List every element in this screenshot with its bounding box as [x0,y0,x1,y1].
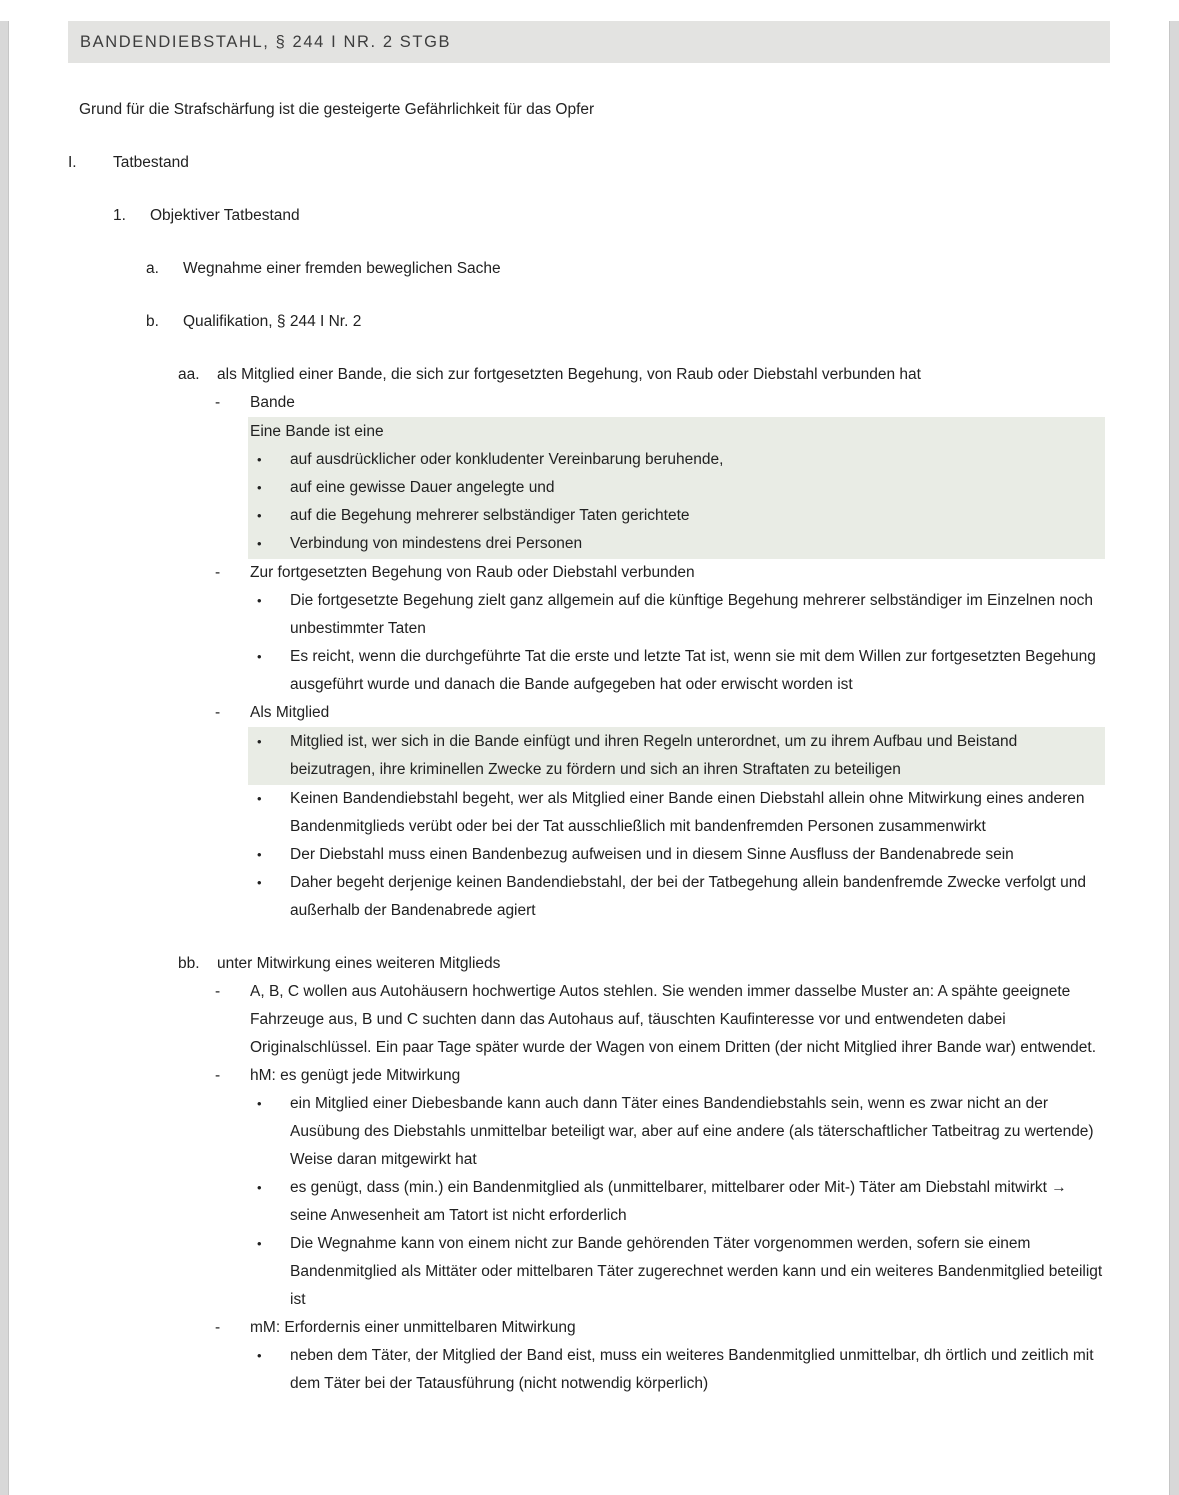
outline-text: Mitglied ist, wer sich in die Bande einfügt und ihren Regeln unterordnet, um zu ihrem Aufbau und Beistand beizutragen, ihre kriminellen Zwecke zu fördern und sich an ihren Straftaten zu beteiligen [290,733,1018,778]
outline-item [257,474,1105,502]
outline-item [257,1174,1105,1230]
outline-text: auf eine gewisse Dauer angelegte und [290,479,555,496]
outline-text: Bande [250,394,295,411]
list-marker: • [257,734,262,749]
outline-item [178,361,1105,389]
outline-text: Als Mitglied [250,704,330,721]
list-marker: • [257,593,262,608]
list-marker: • [257,1236,262,1251]
section-header-bar [68,21,1110,63]
outline-item [257,841,1105,869]
outline-item [215,1314,1105,1342]
page-margin-left [0,21,9,1495]
outline-text: Daher begeht derjenige keinen Bandendiebstahl, der bei der Tatbegehung allein bandenfremde Zwecke verfolgt und außerhalb der Bandenabrede agiert [290,874,1086,919]
list-marker: - [215,1067,221,1084]
list-marker: b. [146,313,159,330]
outline-text: ein Mitglied einer Diebesbande kann auch dann Täter eines Bandendiebstahls sein, wenn es zwar nicht an der Ausübung des Diebstahls unmittelbar beteiligt war, aber auf eine andere (als täterschaftlicher Tatbeitrag zu wertende) Weise daran mitgewirkt hat [290,1095,1094,1168]
outline-item [215,699,1105,727]
list-marker: bb. [178,955,200,972]
outline-text: Zur fortgesetzten Begehung von Raub oder Diebstahl verbunden [250,564,695,581]
list-marker: - [215,1319,221,1336]
outline-text: unter Mitwirkung eines weiteren Mitglieds [217,955,501,972]
outline-text: Qualifikation, § 244 I Nr. 2 [183,313,362,330]
outline-item [257,530,1105,558]
outline-item [215,1062,1105,1090]
list-marker: a. [146,260,159,277]
list-marker: I. [68,154,77,171]
page-margin-right [1169,21,1179,1495]
list-marker: aa. [178,366,200,383]
list-marker: • [257,480,262,495]
outline-item [250,418,1105,446]
outline-item [257,1342,1105,1398]
list-marker: - [215,564,221,581]
outline-text: als Mitglied einer Bande, die sich zur fortgesetzten Begehung, von Raub oder Diebstahl verbunden hat [217,366,921,383]
outline-item [257,1230,1105,1314]
outline-text: neben dem Täter, der Mitglied der Band eist, muss ein weiteres Bandenmitglied unmittelbar, dh örtlich und zeitlich mit dem Täter bei der Tatausführung (nicht notwendig körperlich) [290,1347,1094,1392]
highlight-block [248,727,1105,785]
list-marker: - [215,704,221,721]
outline-text: auf die Begehung mehrerer selbständiger Taten gerichtete [290,507,690,524]
outline-text: hM: es genügt jede Mitwirkung [250,1067,461,1084]
list-marker: • [257,536,262,551]
outline-text: Keinen Bandendiebstahl begeht, wer als Mitglied einer Bande einen Diebstahl allein ohne Mitwirkung eines anderen Bandenmitglieds verübt oder bei der Tat ausschließlich mit bandenfremden Personen zusammenwirkt [290,790,1085,835]
intro-text: Grund für die Strafschärfung ist die gesteigerte Gefährlichkeit für das Opfer [79,101,595,118]
list-marker: • [257,847,262,862]
outline-item [146,255,1105,283]
outline-text: Objektiver Tatbestand [150,207,300,224]
page-title: BANDENDIEBSTAHL, § 244 I NR. 2 STGB [80,32,452,51]
outline-text: mM: Erfordernis einer unmittelbaren Mitwirkung [250,1319,576,1336]
highlight-block [248,417,1105,559]
outline-text: Die fortgesetzte Begehung zielt ganz allgemein auf die künftige Begehung mehrerer selbständiger im Einzelnen noch unbestimmter Taten [290,592,1094,637]
outline-item [68,149,1105,177]
outline-text: A, B, C wollen aus Autohäusern hochwertige Autos stehlen. Sie wenden immer dasselbe Muster an: A spähte geeignete Fahrzeuge aus, B und C suchten dann das Autohaus auf, täuschten Kaufinteresse vor und entwendeten dabei Originalschlüssel. Ein paar Tage später wurde der Wagen von einem Dritten (der nicht Mitglied ihrer Bande war) entwendet. [250,983,1097,1056]
outline-item [146,308,1105,336]
outline-item [257,643,1105,699]
outline-item [215,559,1105,587]
list-marker: - [215,394,221,411]
outline-item [257,869,1105,925]
list-marker: • [257,1096,262,1111]
document-body [0,149,1105,1398]
list-marker: • [257,649,262,664]
outline-item [257,728,1105,784]
outline-text: auf ausdrücklicher oder konkludenter Vereinbarung beruhende, [290,451,724,468]
outline-item [178,950,1105,978]
list-marker: • [257,875,262,890]
outline-text: Die Wegnahme kann von einem nicht zur Bande gehörenden Täter vorgenommen werden, sofern sie einem Bandenmitglied als Mittäter oder mittelbaren Täter zugerechnet werden kann und ein weiteres Bandenmitglied beteiligt ist [290,1235,1103,1308]
list-marker: • [257,791,262,806]
outline-item [215,978,1105,1062]
outline-text: Eine Bande ist eine [250,423,384,440]
outline-text: Der Diebstahl muss einen Bandenbezug aufweisen und in diesem Sinne Ausfluss der Bandenabrede sein [290,846,1014,863]
outline-item [257,502,1105,530]
outline-item [257,785,1105,841]
outline-item [113,202,1105,230]
outline-item [257,587,1105,643]
list-marker: • [257,452,262,467]
outline-item [257,446,1105,474]
list-marker: • [257,508,262,523]
outline-text: Verbindung von mindestens drei Personen [290,535,583,552]
list-marker: 1. [113,207,126,224]
outline-text: Es reicht, wenn die durchgeführte Tat die erste und letzte Tat ist, wenn sie mit dem Willen zur fortgesetzten Begehung ausgeführt wurde und danach die Bande aufgegeben hat oder erwischt worden ist [290,648,1096,693]
outline-item [215,389,1105,417]
outline-text: Tatbestand [113,154,189,171]
outline-item [257,1090,1105,1174]
outline-text: es genügt, dass (min.) ein Bandenmitglied als (unmittelbarer, mittelbarer oder Mit-) Täter am Diebstahl mitwirkt → seine Anwesenheit am Tatort ist nicht erforderlich [290,1179,1067,1224]
outline-text: Wegnahme einer fremden beweglichen Sache [183,260,501,277]
list-marker: - [215,983,221,1000]
list-marker: • [257,1348,262,1363]
list-marker: • [257,1180,262,1195]
